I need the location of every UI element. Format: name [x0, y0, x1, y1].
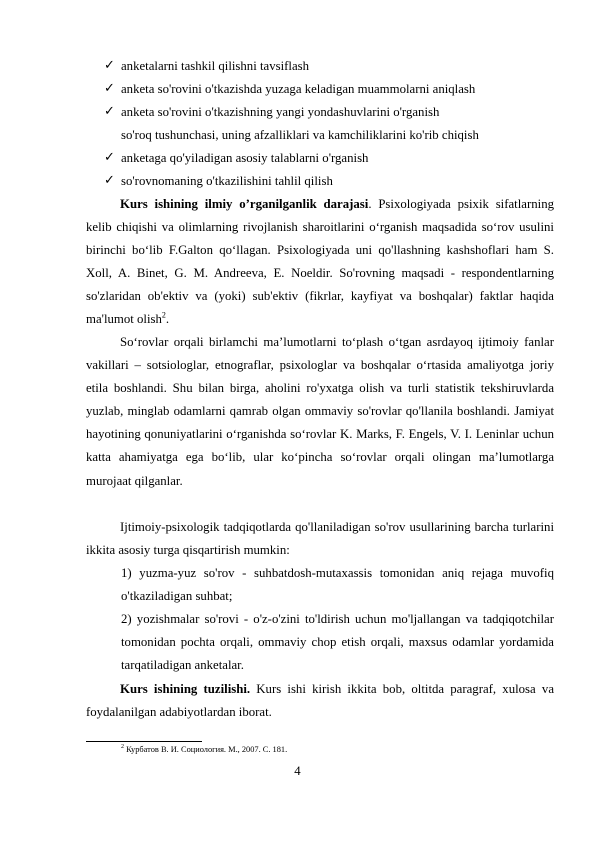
- list-item: 2) yozishmalar so'rovi - o'z-o'zini to'ldirish uchun mo'ljallangan va tadqiqotchilar tomonidan pochta orqali, ommaviy chop etish orqali, maxsus odamlar yordamida tarqatiladigan anketalar.: [121, 612, 554, 673]
- footnote-divider: [86, 741, 202, 742]
- page-number: 4: [294, 764, 301, 778]
- paragraph-end: .: [165, 312, 170, 327]
- checklist-item: [104, 171, 554, 194]
- checklist-item: [104, 79, 554, 102]
- checklist-item-text: anketalarni tashkil qilishni tavsiflash: [121, 59, 310, 73]
- paragraph-survey-types: Ijtimoiy-psixologik tadqiqotlarda qo'llaniladigan so'rov usullarining barcha turlarini ikkita asosiy turga qisqartirish mumkin:: [86, 520, 554, 558]
- footnote-text: Курбатов В. И. Социология. М., 2007. С. 181.: [124, 745, 288, 754]
- check-icon: ✓: [104, 81, 115, 96]
- checklist-item: [104, 102, 554, 125]
- checklist-item-text: so'rovnomaning o'tkazilishini tahlil qilish: [121, 174, 333, 188]
- paragraph-heading: Kurs ishining ilmiy o’rganilganlik darajasi: [120, 197, 369, 211]
- objective-line: so'roq tushunchasi, uning afzalliklari va kamchiliklarini ko'rib chiqish: [121, 128, 479, 142]
- checklist-item: [104, 56, 554, 79]
- checklist-item-text: anketaga qo'yiladigan asosiy talablarni o'rganish: [121, 151, 369, 165]
- paragraph-text: . Psixologiyada psixik sifatlarning kelib chiqishi va olimlarning rivojlanish sharoitlarini o‘rganish maqsadida so‘rov usulini birinchi bo‘lib F.Galton qo‘llagan. Psixologiyada uni qo'llashning kashshoflari ham S. Xoll, A. Binet, G. M. Andreeva, E. Noeldir. So'rovning maqsadi - respondentlarning so'zlaridan ob'ektiv va (yoki) sub'ektiv (fikrlar, kayfiyat va boshqalar) faktlar haqida ma'lumot olish: [86, 197, 554, 327]
- footnote-number: 2: [121, 744, 124, 751]
- paragraph-research-level: [86, 193, 554, 332]
- checklist-item: [104, 148, 554, 171]
- checklist-item-text: anketa so'rovini o'tkazishning yangi yondashuvlarini o'rganish: [121, 105, 440, 119]
- list-item: 1) yuzma-yuz so'rov - suhbatdosh-mutaxassis tomonidan aniq rejaga muvofiq o'tkaziladigan suhbat;: [121, 566, 554, 604]
- check-icon: ✓: [104, 104, 115, 119]
- paragraph-heading: Kurs ishining tuzilishi.: [120, 682, 251, 696]
- footnote: [121, 744, 287, 756]
- check-icon: ✓: [104, 150, 115, 165]
- check-icon: ✓: [104, 173, 115, 188]
- checklist-item-text: anketa so'rovini o'tkazishda yuzaga keladigan muammolarni aniqlash: [121, 82, 476, 96]
- paragraph-text: Kurs ishi kirish ikkita bob, oltitda paragraf, xulosa va foydalanilgan adabiyotlardan iborat.: [86, 682, 554, 720]
- paragraph-structure: [86, 678, 554, 724]
- objectives-checklist: [104, 56, 554, 125]
- paragraph-surveys-history: So‘rovlar orqali birlamchi ma’lumotlarni to‘plash o‘tgan asrdayoq ijtimoiy fanlar vakillari – sotsiologlar, etnograflar, psixologlar va boshqalar o‘rtasida amaliyotga joriy etila boshlandi. Shu bilan birga, aholini ro'yxatga olish va turli statistik tekshiruvlarda yuzlab, minglab odamlarni qamrab olgan ommaviy so'rovlar qo'llanila boshlandi. Jamiyat hayotining qonuniyatlarini o‘rganishda so‘rovlar K. Marks, F. Engels, V. I. Leninlar uchun katta ahamiyatga ega bo‘lib, ular ko‘pincha so‘rovlar orqali olingan ma’lumotlarga murojaat qilganlar.: [86, 335, 554, 488]
- check-icon: ✓: [104, 58, 115, 73]
- objectives-checklist-continued: [104, 148, 554, 194]
- footnote-reference: 2: [161, 311, 166, 321]
